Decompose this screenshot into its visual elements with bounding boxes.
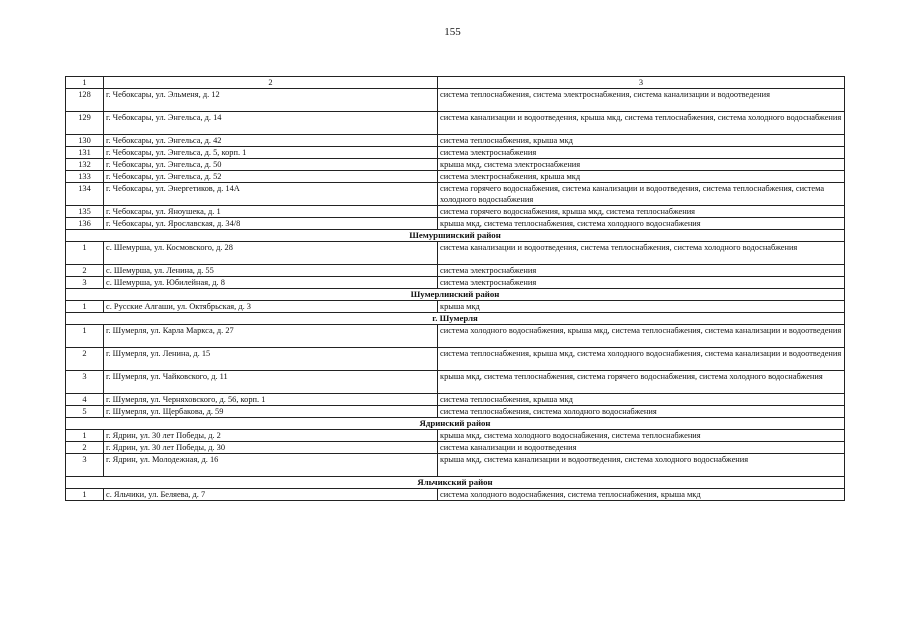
row-address: г. Чебоксары, ул. Энгельса, д. 50 — [104, 159, 438, 171]
row-number: 2 — [66, 348, 104, 371]
row-address: г. Чебоксары, ул. Энгельса, д. 52 — [104, 171, 438, 183]
section-header-row — [66, 477, 845, 489]
row-address: г. Шумерля, ул. Ленина, д. 15 — [104, 348, 438, 371]
row-address: г. Чебоксары, ул. Яноушека, д. 1 — [104, 206, 438, 218]
col-number-header: 1 — [66, 77, 104, 89]
row-number: 128 — [66, 89, 104, 112]
row-systems: крыша мкд — [438, 301, 845, 313]
section-title: Шемуршинский район — [66, 230, 845, 242]
row-address: с. Шемурша, ул. Ленина, д. 55 — [104, 265, 438, 277]
row-number: 1 — [66, 242, 104, 265]
table-row — [66, 242, 845, 265]
table-row — [66, 406, 845, 418]
row-address: г. Ядрин, ул. Молодежная, д. 16 — [104, 454, 438, 477]
row-address: с. Шемурша, ул. Космовского, д. 28 — [104, 242, 438, 265]
row-number: 1 — [66, 325, 104, 348]
row-systems: крыша мкд, система теплоснабжения, система холодного водоснабжения — [438, 218, 845, 230]
table-row — [66, 301, 845, 313]
table-row — [66, 218, 845, 230]
row-address: с. Русские Алгаши, ул. Октябрьская, д. 3 — [104, 301, 438, 313]
table-header-row — [66, 77, 845, 89]
row-systems: система теплоснабжения, крыша мкд — [438, 135, 845, 147]
row-address: с. Шемурша, ул. Юбилейная, д. 8 — [104, 277, 438, 289]
row-systems: крыша мкд, система канализации и водоотведения, система холодного водоснабжения — [438, 454, 845, 477]
row-systems: крыша мкд, система холодного водоснабжения, система теплоснабжения — [438, 430, 845, 442]
section-header-row — [66, 418, 845, 430]
row-systems: система холодного водоснабжения, крыша мкд, система теплоснабжения, система канализации и водоотведения — [438, 325, 845, 348]
col-address-header: 2 — [104, 77, 438, 89]
row-number: 3 — [66, 454, 104, 477]
row-number: 1 — [66, 430, 104, 442]
row-systems: система канализации и водоотведения, система теплоснабжения, система холодного водоснабжения — [438, 242, 845, 265]
section-title: Ядринский район — [66, 418, 845, 430]
row-number: 135 — [66, 206, 104, 218]
col-systems-header: 3 — [438, 77, 845, 89]
table-row — [66, 348, 845, 371]
row-number: 5 — [66, 406, 104, 418]
row-address: г. Чебоксары, ул. Энергетиков, д. 14А — [104, 183, 438, 206]
section-title: Шумерлинский район — [66, 289, 845, 301]
row-address: г. Шумерля, ул. Щербакова, д. 59 — [104, 406, 438, 418]
row-systems: система холодного водоснабжения, система теплоснабжения, крыша мкд — [438, 489, 845, 501]
table-row — [66, 171, 845, 183]
row-number: 3 — [66, 371, 104, 394]
table-row — [66, 147, 845, 159]
row-systems: крыша мкд, система теплоснабжения, система горячего водоснабжения, система холодного водоснабжения — [438, 371, 845, 394]
row-address: г. Чебоксары, ул. Энгельса, д. 42 — [104, 135, 438, 147]
row-systems: система горячего водоснабжения, крыша мкд, система теплоснабжения — [438, 206, 845, 218]
row-number: 3 — [66, 277, 104, 289]
row-number: 1 — [66, 301, 104, 313]
row-systems: система канализации и водоотведения, крыша мкд, система теплоснабжения, система холодного водоснабжения — [438, 112, 845, 135]
row-number: 4 — [66, 394, 104, 406]
table-row — [66, 430, 845, 442]
table-row — [66, 183, 845, 206]
row-systems: крыша мкд, система электроснабжения — [438, 159, 845, 171]
row-number: 1 — [66, 489, 104, 501]
row-systems: система теплоснабжения, крыша мкд — [438, 394, 845, 406]
row-address: г. Чебоксары, ул. Энгельса, д. 14 — [104, 112, 438, 135]
row-systems: система электроснабжения, крыша мкд — [438, 171, 845, 183]
table-row — [66, 265, 845, 277]
section-title: г. Шумерля — [66, 313, 845, 325]
section-title: Яльчикский район — [66, 477, 845, 489]
row-address: с. Яльчики, ул. Беляева, д. 7 — [104, 489, 438, 501]
table-row — [66, 277, 845, 289]
row-number: 130 — [66, 135, 104, 147]
row-systems: система канализации и водоотведения — [438, 442, 845, 454]
row-systems: система горячего водоснабжения, система канализации и водоотведения, система теплоснабжения, система холодного водоснабжения — [438, 183, 845, 206]
row-address: г. Чебоксары, ул. Эльменя, д. 12 — [104, 89, 438, 112]
row-number: 2 — [66, 265, 104, 277]
row-address: г. Ядрин, ул. 30 лет Победы, д. 2 — [104, 430, 438, 442]
row-address: г. Чебоксары, ул. Ярославская, д. 34/8 — [104, 218, 438, 230]
row-number: 131 — [66, 147, 104, 159]
section-header-row — [66, 313, 845, 325]
table-row — [66, 206, 845, 218]
row-number: 133 — [66, 171, 104, 183]
row-address: г. Ядрин, ул. 30 лет Победы, д. 30 — [104, 442, 438, 454]
row-address: г. Шумерля, ул. Чайковского, д. 11 — [104, 371, 438, 394]
row-address: г. Шумерля, ул. Карла Маркса, д. 27 — [104, 325, 438, 348]
row-address: г. Чебоксары, ул. Энгельса, д. 5, корп. 1 — [104, 147, 438, 159]
row-systems: система теплоснабжения, крыша мкд, система холодного водоснабжения, система канализации и водоотведения — [438, 348, 845, 371]
row-address: г. Шумерля, ул. Черняховского, д. 56, корп. 1 — [104, 394, 438, 406]
row-systems: система теплоснабжения, система холодного водоснабжения — [438, 406, 845, 418]
objects-table — [65, 76, 845, 501]
table-row — [66, 89, 845, 112]
row-systems: система электроснабжения — [438, 265, 845, 277]
row-number: 136 — [66, 218, 104, 230]
table-row — [66, 489, 845, 501]
table-row — [66, 159, 845, 171]
table-row — [66, 442, 845, 454]
row-number: 129 — [66, 112, 104, 135]
table-row — [66, 394, 845, 406]
row-systems: система электроснабжения — [438, 147, 845, 159]
row-number: 134 — [66, 183, 104, 206]
row-systems: система теплоснабжения, система электроснабжения, система канализации и водоотведения — [438, 89, 845, 112]
table-row — [66, 135, 845, 147]
row-number: 132 — [66, 159, 104, 171]
section-header-row — [66, 230, 845, 242]
page-number: 155 — [444, 26, 461, 38]
table-row — [66, 454, 845, 477]
row-systems: система электроснабжения — [438, 277, 845, 289]
table-row — [66, 112, 845, 135]
table-row — [66, 371, 845, 394]
section-header-row — [66, 289, 845, 301]
table-row — [66, 325, 845, 348]
row-number: 2 — [66, 442, 104, 454]
